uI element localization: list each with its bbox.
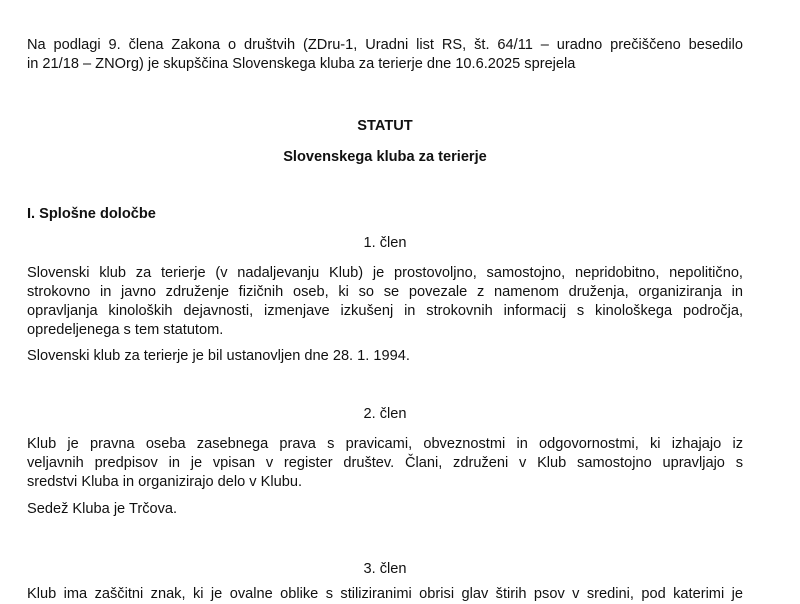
article-1-paragraph-2: Slovenski klub za terierje je bil ustanovljen dne 28. 1. 1994. [27, 348, 410, 364]
article-3-heading: 3. člen [363, 561, 407, 577]
section-heading-general-provisions: I. Splošne določbe [27, 206, 156, 222]
article-1-p1-line-3: opravljanja kinoloških dejavnosti, izmenjave izkušenj in strokovnih informacij s kinološkega področja, [27, 303, 743, 319]
preamble-line-2: in 21/18 – ZNOrg) je skupščina Slovenskega kluba za terierje dne 10.6.2025 sprejela [27, 56, 576, 72]
article-2-p1-line-2: veljavnih predpisov in je vpisan v register društev. Člani, združeni v Klub samostojno upravljajo s [27, 455, 743, 471]
article-2-p1-line-3: sredstvi Kluba in organizirajo delo v Klubu. [27, 474, 303, 490]
document-subtitle: Slovenskega kluba za terierje [283, 149, 487, 165]
article-3-paragraph-1 [27, 585, 743, 604]
article-2-p1-line-1: Klub je pravna oseba zasebnega prava s pravicami, obveznostmi in odgovornostmi, ki izhajajo iz [27, 436, 743, 452]
article-1-p1-line-1: Slovenski klub za terierje (v nadaljevanju Klub) je prostovoljno, samostojno, nepridobitno, nepolitično, [27, 265, 743, 281]
article-3-p1-line-1: Klub ima zaščitni znak, ki je ovalne oblike s stiliziranimi obrisi glav štirih psov v sredini, pod katerimi je [27, 586, 743, 602]
article-2-heading: 2. člen [363, 406, 407, 422]
document-title: STATUT [357, 118, 413, 134]
article-1-p1-line-2: strokovno in javno združenje fizičnih oseb, ki so se povezale z namenom druženja, organiziranja in [27, 284, 743, 300]
article-1-paragraph-1 [27, 264, 743, 340]
article-2-paragraph-2: Sedež Kluba je Trčova. [27, 501, 178, 517]
article-1-heading: 1. člen [363, 235, 407, 251]
article-1-p1-line-4: opredeljenega s tem statutom. [27, 322, 224, 338]
preamble-line-1: Na podlagi 9. člena Zakona o društvih (ZDru-1, Uradni list RS, št. 64/11 – uradno prečiščeno besedilo [27, 37, 743, 53]
article-2-paragraph-1 [27, 435, 743, 492]
preamble [27, 36, 743, 74]
